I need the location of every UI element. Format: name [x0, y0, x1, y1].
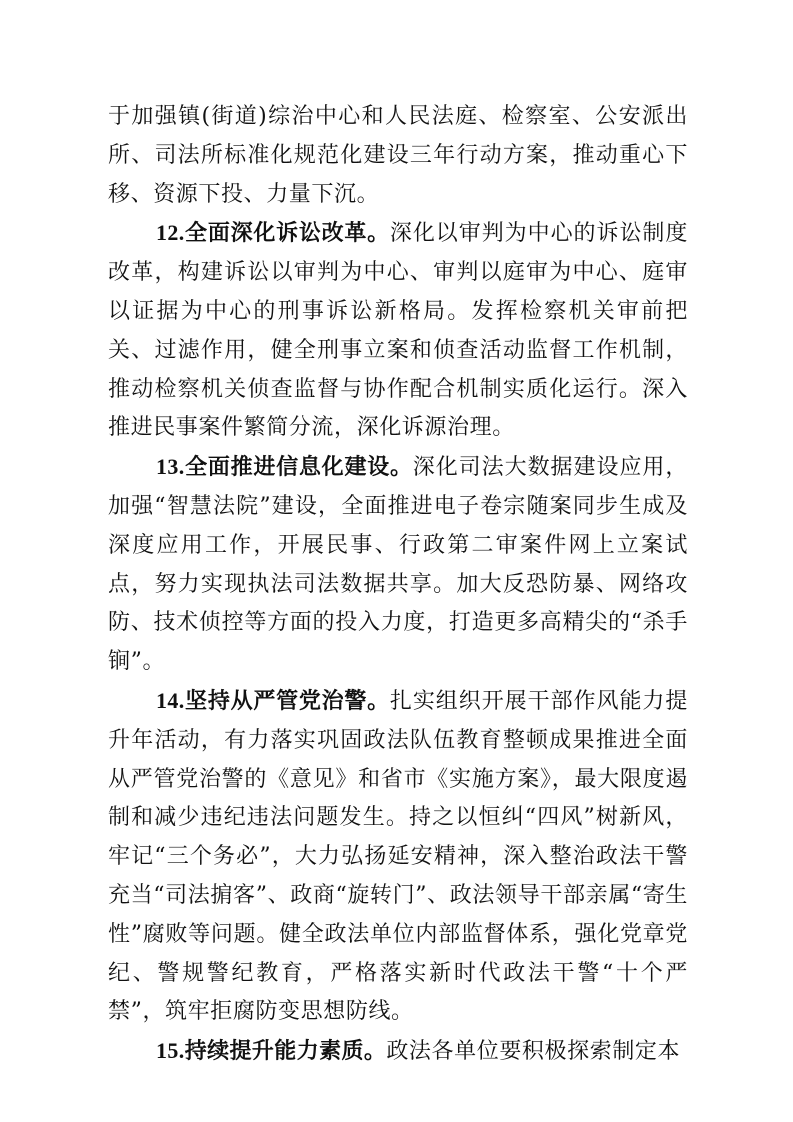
section-title: 坚持从严管党治警。: [184, 688, 390, 714]
section-number: 14.: [156, 687, 185, 713]
paragraph-item-14: [108, 682, 688, 1032]
paragraph-text: 深化以审判为中心的诉讼制度改革，构建诉讼以审判为中心、审判以庭审为中心、庭审以证据为中心的刑事诉讼新格局。发挥检察机关审前把关、过滤作用，健全刑事立案和侦查活动监督工作机制，推动检察机关侦查监督与协作配合机制实质化运行。深入推进民事案件繁简分流，深化诉源治理。: [108, 221, 688, 441]
paragraph-item-12: [108, 214, 688, 448]
section-number: 15.: [156, 1038, 185, 1064]
section-number: 13.: [156, 454, 185, 480]
paragraph-item-13: [108, 448, 688, 682]
paragraph-continuation: [108, 98, 688, 214]
paragraph-text: 深化司法大数据建设应用，加强“智慧法院”建设，全面推进电子卷宗随案同步生成及深度应用工作，开展民事、行政第二审案件网上立案试点，努力实现执法司法数据共享。加大反恐防暴、网络攻防、技术侦控等方面的投入力度，打造更多高精尖的“杀手锏”。: [108, 455, 688, 675]
section-title: 持续提升能力素质。: [184, 1039, 387, 1065]
section-heading: [156, 689, 390, 714]
section-title: 全面深化诉讼改革。: [184, 221, 390, 247]
paragraph-text: 于加强镇(街道)综治中心和人民法庭、检察室、公安派出所、司法所标准化规范化建设三年行动方案，推动重心下移、资源下投、力量下沉。: [108, 104, 688, 207]
document-body: [108, 98, 688, 1072]
section-heading: [156, 455, 413, 480]
paragraph-text: 扎实组织开展干部作风能力提升年活动，有力落实巩固政法队伍教育整顿成果推进全面从严管党治警的《意见》和省市《实施方案》，最大限度遏制和减少违纪违法问题发生。持之以恒纠“四风”树新风，牢记“三个务必”，大力弘扬延安精神，深入整治政法干警充当“司法掮客”、政商“旋转门”、政法领导干部亲属“寄生性”腐败等问题。健全政法单位内部监督体系，强化党章党纪、警规警纪教育，严格落实新时代政法干警“十个严禁”，筑牢拒腐防变思想防线。: [108, 688, 688, 1025]
paragraph-item-15: [108, 1032, 688, 1072]
paragraph-text: 政法各单位要积极探索制定本: [386, 1039, 681, 1065]
section-heading: [156, 1039, 386, 1064]
section-number: 12.: [156, 220, 185, 246]
section-heading: [156, 221, 390, 246]
section-title: 全面推进信息化建设。: [184, 455, 413, 481]
